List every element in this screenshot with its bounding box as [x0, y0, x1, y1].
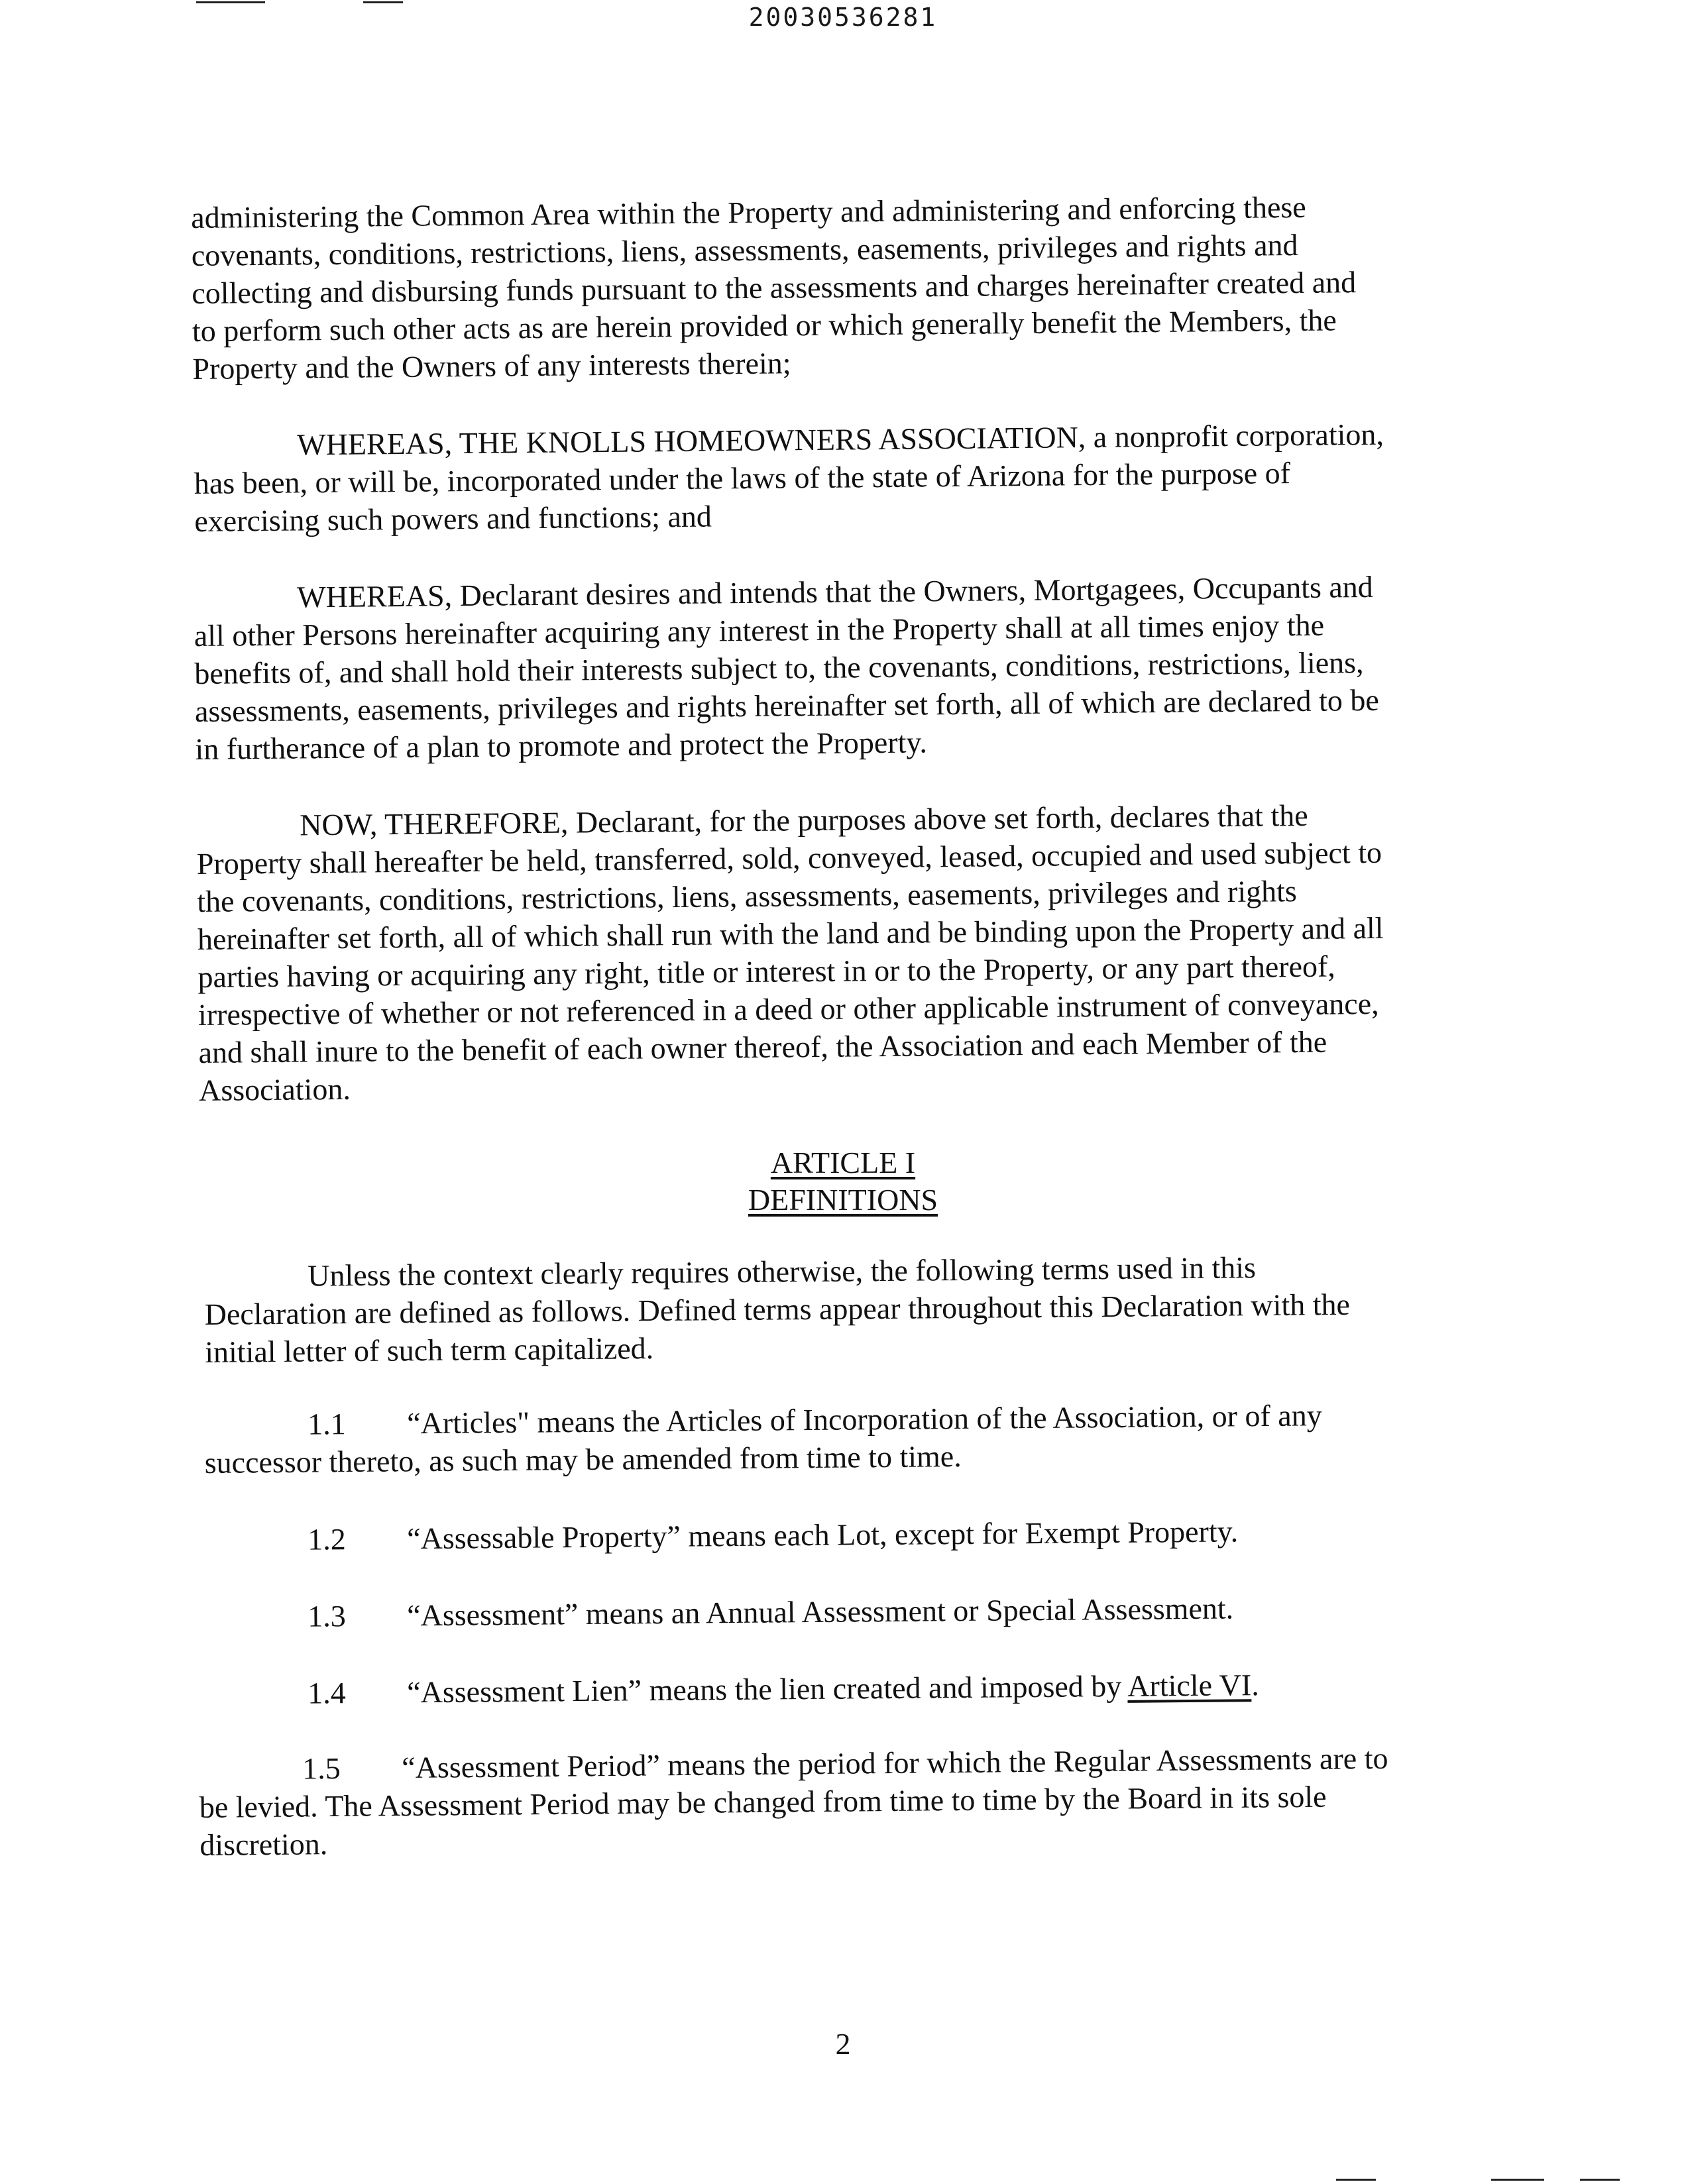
whereas-association-paragraph — [194, 415, 1384, 540]
paragraph-line: covenants, conditions, restrictions, liens, assessments, easements, privileges and rights and — [191, 227, 1298, 272]
article-reference-link[interactable]: Article VI — [1127, 1668, 1252, 1703]
scan-mark-bottom-right-3 — [1580, 2179, 1620, 2181]
article-title: DEFINITIONS — [748, 1183, 938, 1217]
paragraph-line: WHEREAS, Declarant desires and intends that the Owners, Mortgagees, Occupants and — [297, 569, 1374, 614]
paragraph-line: irrespective of whether or not referenced in a deed or other applicable instrument of conveyance, — [197, 986, 1379, 1032]
paragraph-line: Association. — [198, 1071, 351, 1107]
document-number: 20030536281 — [748, 3, 938, 32]
paragraph-line: and shall inure to the benefit of each owner thereof, the Association and each Member of the — [198, 1024, 1327, 1069]
paragraph-line: Property and the Owners of any interests therein; — [192, 346, 791, 386]
definition-assessment — [204, 1589, 1233, 1636]
definition-number: 1.1 — [308, 1407, 346, 1441]
paragraph-line: the covenants, conditions, restrictions, liens, assessments, easements, privileges and rights — [197, 874, 1298, 918]
paragraph-line: in furtherance of a plan to promote and protect the Property. — [195, 725, 928, 766]
definition-number: 1.5 — [302, 1751, 341, 1786]
paragraph-line: exercising such powers and functions; and — [194, 499, 712, 538]
scan-mark-bottom-right-2 — [1491, 2179, 1544, 2181]
definition-number: 1.2 — [308, 1522, 346, 1556]
paragraph-line: NOW, THEREFORE, Declarant, for the purposes above set forth, declares that the — [300, 798, 1308, 842]
paragraph-line: assessments, easements, privileges and rights hereinafter set forth, all of which are declared to be — [194, 682, 1380, 728]
definition-number: 1.3 — [308, 1599, 346, 1633]
page-number: 2 — [835, 2027, 851, 2061]
definitions-intro-paragraph — [204, 1248, 1351, 1371]
definition-assessment-period — [199, 1739, 1389, 1864]
definition-number: 1.4 — [308, 1676, 346, 1710]
definition-text: be levied. The Assessment Period may be changed from time to time by the Board in its sole — [199, 1779, 1327, 1824]
paragraph-line: administering the Common Area within the Property and administering and enforcing these — [191, 190, 1306, 235]
definition-text: “Assessment Period” means the period for which the Regular Assessments are to — [402, 1741, 1388, 1785]
paragraph-line: benefits of, and shall hold their interests subject to, the covenants, conditions, restrictions, liens, — [194, 645, 1364, 690]
paragraph-line: WHEREAS, THE KNOLLS HOMEOWNERS ASSOCIATION, a nonprofit corporation, — [297, 417, 1384, 462]
paragraph-line: all other Persons hereinafter acquiring any interest in the Property shall at all times enjoy the — [194, 608, 1325, 653]
paragraph-line: collecting and disbursing funds pursuant to the assessments and charges hereinafter created and — [192, 265, 1357, 310]
paragraph-line: Declaration are defined as follows. Defined terms appear throughout this Declaration with the — [204, 1287, 1351, 1331]
paragraph-line: to perform such other acts as are herein provided or which generally benefit the Members, the — [192, 303, 1337, 348]
paragraph-line: initial letter of such term capitalized. — [205, 1331, 654, 1369]
definition-text: “Assessment Lien” means the lien created and imposed by — [407, 1668, 1122, 1710]
definition-text: “Assessment” means an Annual Assessment or Special Assessment. — [407, 1591, 1234, 1633]
paragraph-line: Property shall hereafter be held, transferred, sold, conveyed, leased, occupied and used subject to — [196, 835, 1382, 881]
definition-assessment-lien — [204, 1666, 1259, 1713]
paragraph-line: Unless the context clearly requires otherwise, the following terms used in this — [308, 1250, 1257, 1293]
now-therefore-paragraph — [196, 796, 1385, 1109]
definition-text: successor thereto, as such may be amended from time to time. — [204, 1439, 962, 1480]
paragraph-line: hereinafter set forth, all of which shall run with the land and be binding upon the Property and all — [197, 910, 1384, 956]
paragraph-line: parties having or acquiring any right, title or interest in or to the Property, or any part thereof, — [197, 949, 1336, 994]
scan-mark-bottom-right-1 — [1336, 2179, 1376, 2181]
definition-text: “Articles" means the Articles of Incorporation of the Association, or of any — [407, 1398, 1322, 1441]
whereas-declarant-paragraph — [194, 568, 1380, 768]
definition-text: “Assessable Property” means each Lot, except for Exempt Property. — [407, 1514, 1239, 1556]
intro-paragraph — [191, 188, 1357, 388]
definition-assessable-property — [204, 1512, 1238, 1559]
definition-text-end: . — [1251, 1668, 1259, 1702]
definition-articles — [204, 1396, 1322, 1482]
paragraph-line: has been, or will be, incorporated under the laws of the state of Arizona for the purpose of — [194, 456, 1291, 500]
definition-text: discretion. — [199, 1827, 328, 1862]
article-number: ARTICLE I — [770, 1146, 916, 1179]
